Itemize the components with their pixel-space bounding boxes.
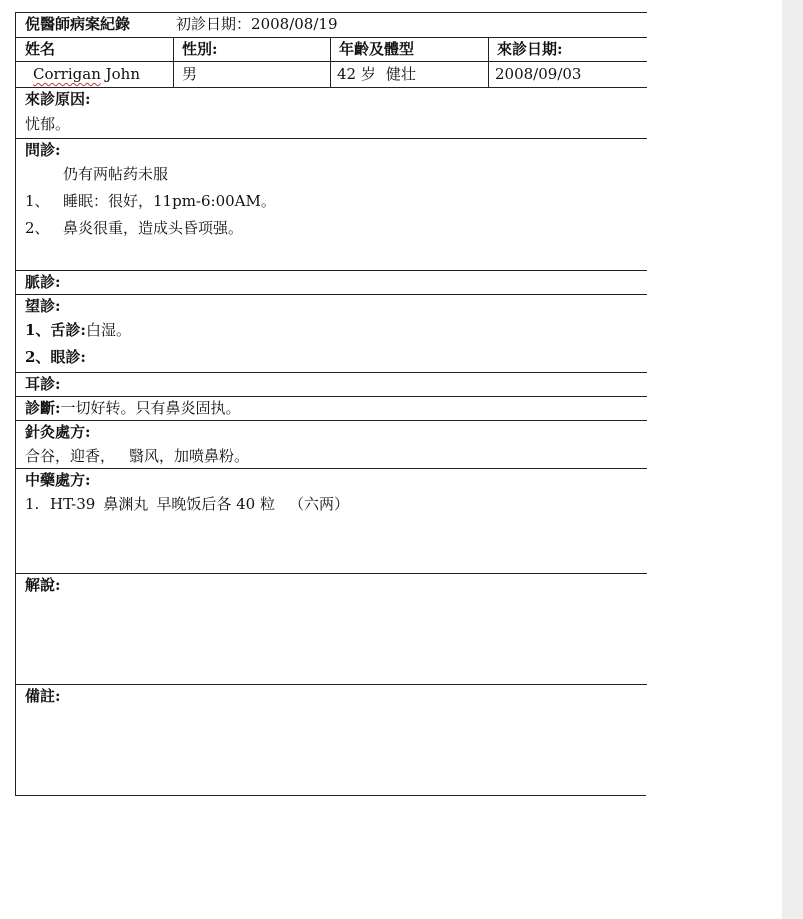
- row-divider: [16, 420, 647, 421]
- tongue-value: 白湿。: [85, 321, 131, 339]
- table-border-top: [16, 12, 647, 13]
- gender-header: 性別:: [182, 40, 218, 58]
- tongue-diagnosis: [25, 320, 131, 340]
- visit-date-header: 來診日期:: [497, 40, 563, 58]
- inquiry-note: 仍有两帖药未服: [63, 165, 169, 183]
- inquiry-item: [25, 218, 243, 238]
- inquiry-item-text: 睡眠：很好，11pm-6:00AM。: [63, 192, 276, 210]
- herbal-name: 鼻渊丸: [103, 495, 149, 513]
- row-divider: [16, 573, 647, 574]
- diagnosis-row: [25, 398, 241, 418]
- inquiry-item-number: 2、: [25, 219, 50, 237]
- record-header: [25, 14, 338, 34]
- explanation-label: 解說:: [25, 576, 61, 594]
- row-divider: [16, 87, 647, 88]
- inquiry-item: [25, 191, 276, 211]
- observation-label: 望診:: [25, 297, 61, 315]
- reason-text: 忧郁。: [25, 115, 71, 133]
- patient-name: [33, 64, 140, 84]
- scrollbar-track[interactable]: [782, 0, 803, 919]
- reason-label: 來診原因:: [25, 90, 91, 108]
- ear-label: 耳診:: [25, 375, 61, 393]
- herbal-label: 中藥處方:: [25, 471, 91, 489]
- eye-label: 2、眼診:: [25, 348, 86, 366]
- acupuncture-points: [25, 446, 249, 466]
- row-divider: [16, 270, 647, 271]
- row-divider: [16, 684, 647, 685]
- column-divider: [488, 37, 489, 87]
- herbal-dosage: 早晚饭后各 40 粒: [156, 495, 275, 513]
- visit-date-value: 2008/09/03: [495, 65, 582, 83]
- pulse-label: 脈診:: [25, 273, 61, 291]
- patient-age: 42 岁: [337, 65, 376, 83]
- first-visit-label: 初診日期：: [176, 15, 252, 33]
- row-divider: [16, 37, 647, 38]
- acupuncture-points-part: 翳风，加喷鼻粉。: [129, 447, 250, 465]
- record-title: 倪醫師病案紀錄: [25, 15, 131, 33]
- inquiry-label: 問診:: [25, 141, 61, 159]
- acupuncture-label: 針灸處方:: [25, 423, 91, 441]
- row-divider: [16, 294, 647, 295]
- column-divider: [330, 37, 331, 87]
- herbal-code: HT-39: [50, 495, 96, 513]
- tongue-label: 1、舌診:: [25, 321, 86, 339]
- inquiry-item-number: 1、: [25, 192, 50, 210]
- remarks-label: 備註:: [25, 687, 61, 705]
- inquiry-item-text: 鼻炎很重，造成头昏项强。: [63, 219, 244, 237]
- patient-body-type: 健壮: [385, 65, 416, 83]
- age-header: 年齡及體型: [339, 40, 415, 58]
- row-divider: [16, 396, 647, 397]
- herbal-item: [25, 494, 349, 514]
- diagnosis-text: 一切好转。只有鼻炎固执。: [60, 399, 241, 417]
- herbal-amount: （六两）: [288, 495, 349, 513]
- column-divider: [173, 37, 174, 87]
- row-divider: [16, 468, 647, 469]
- name-header: 姓名: [25, 40, 56, 58]
- row-divider: [16, 138, 647, 139]
- acupuncture-points-part: 合谷，迎香，: [25, 447, 116, 465]
- medical-record-form: [15, 12, 646, 796]
- patient-gender: 男: [182, 65, 198, 83]
- diagnosis-label: 診斷:: [25, 399, 61, 417]
- herbal-item-number: 1.: [25, 495, 40, 513]
- row-divider: [16, 61, 647, 62]
- patient-given-name: John: [105, 65, 141, 83]
- patient-surname: Corrigan: [33, 65, 101, 83]
- row-divider: [16, 372, 647, 373]
- first-visit-date: 2008/08/19: [251, 15, 338, 33]
- patient-age-body: [337, 64, 416, 84]
